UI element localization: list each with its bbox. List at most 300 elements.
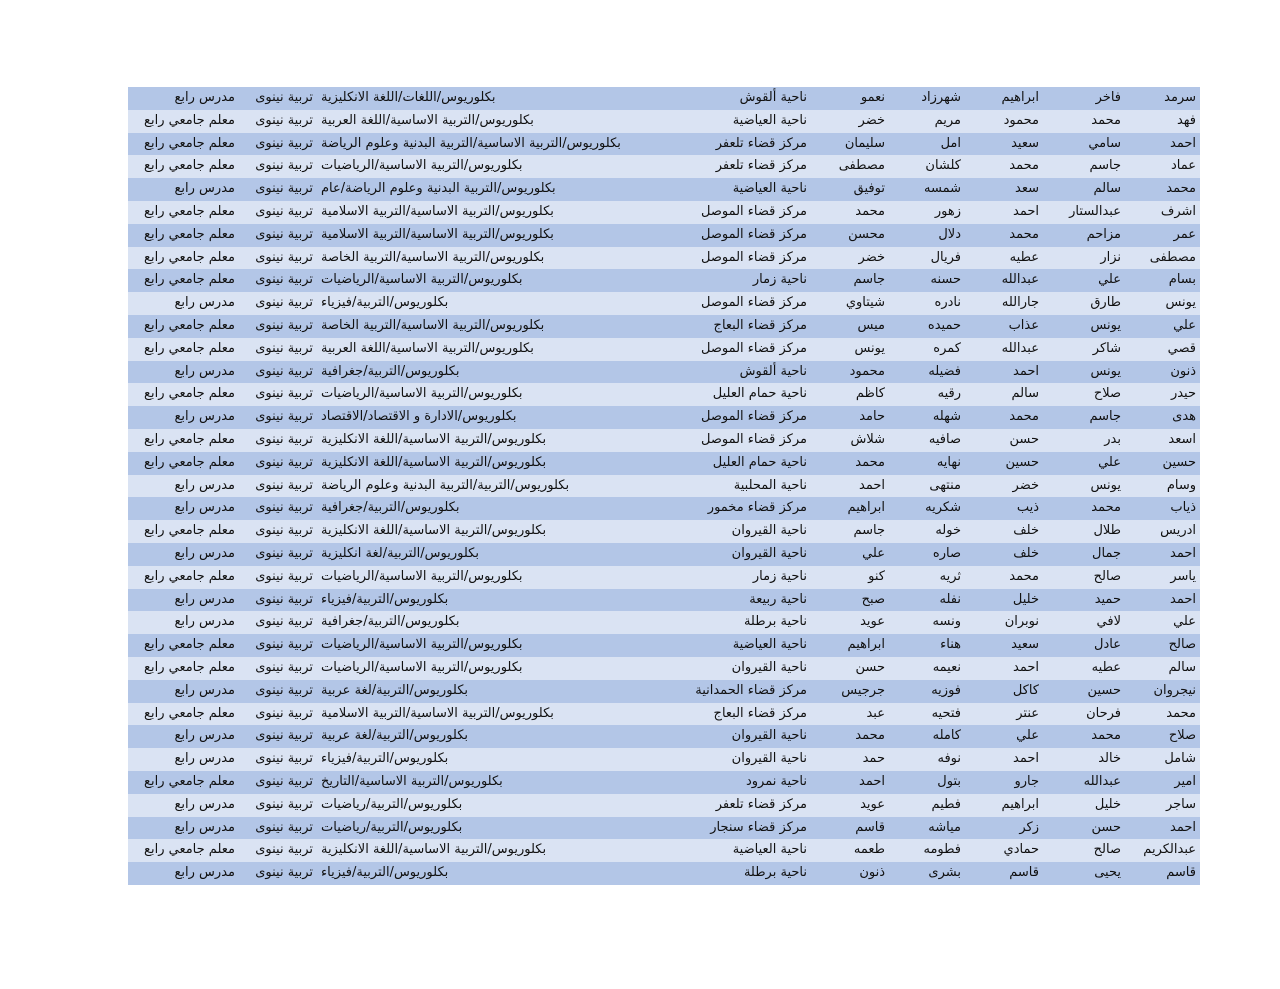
grandfather-name-cell: حسن bbox=[965, 429, 1043, 452]
mother-father-name-cell: عويد bbox=[811, 611, 889, 634]
degree-cell: بكلوريوس/التربية الاساسية/التربية الخاصة bbox=[317, 247, 693, 270]
first-name-cell: نيجروان bbox=[1125, 680, 1200, 703]
title-cell: معلم جامعي رابع bbox=[128, 338, 239, 361]
mother-father-name-cell: احمد bbox=[811, 475, 889, 498]
title-cell: معلم جامعي رابع bbox=[128, 429, 239, 452]
table-row bbox=[128, 452, 1200, 475]
mother-father-name-cell: احمد bbox=[811, 771, 889, 794]
table-row bbox=[128, 817, 1200, 840]
father-name-cell: جمال bbox=[1043, 543, 1125, 566]
title-cell: مدرس رابع bbox=[128, 680, 239, 703]
location-cell: مركز قضاء الموصل bbox=[693, 247, 811, 270]
table-row bbox=[128, 589, 1200, 612]
directorate-cell: تربية نينوى bbox=[239, 475, 317, 498]
directorate-cell: تربية نينوى bbox=[239, 87, 317, 110]
grandfather-name-cell: عبدالله bbox=[965, 338, 1043, 361]
first-name-cell: شامل bbox=[1125, 748, 1200, 771]
first-name-cell: محمد bbox=[1125, 703, 1200, 726]
grandfather-name-cell: محمد bbox=[965, 566, 1043, 589]
first-name-cell: احمد bbox=[1125, 817, 1200, 840]
table-row bbox=[128, 703, 1200, 726]
first-name-cell: وسام bbox=[1125, 475, 1200, 498]
mother-father-name-cell: محسن bbox=[811, 224, 889, 247]
mother-name-cell: شكريه bbox=[889, 497, 965, 520]
directorate-cell: تربية نينوى bbox=[239, 133, 317, 156]
degree-cell: بكلوريوس/التربية/جغرافية bbox=[317, 497, 693, 520]
first-name-cell: صلاح bbox=[1125, 725, 1200, 748]
directorate-cell: تربية نينوى bbox=[239, 589, 317, 612]
table-row bbox=[128, 611, 1200, 634]
title-cell: مدرس رابع bbox=[128, 543, 239, 566]
mother-father-name-cell: حامد bbox=[811, 406, 889, 429]
mother-name-cell: نوفه bbox=[889, 748, 965, 771]
location-cell: مركز قضاء الموصل bbox=[693, 406, 811, 429]
degree-cell: بكلوريوس/التربية الاساسية/اللغة العربية bbox=[317, 338, 693, 361]
father-name-cell: محمد bbox=[1043, 497, 1125, 520]
mother-name-cell: شمسه bbox=[889, 178, 965, 201]
first-name-cell: امير bbox=[1125, 771, 1200, 794]
degree-cell: بكلوريوس/التربية الاساسية/التربية الاسلامية bbox=[317, 703, 693, 726]
table-row bbox=[128, 133, 1200, 156]
first-name-cell: قاسم bbox=[1125, 862, 1200, 885]
mother-father-name-cell: سليمان bbox=[811, 133, 889, 156]
grandfather-name-cell: احمد bbox=[965, 361, 1043, 384]
mother-name-cell: نهايه bbox=[889, 452, 965, 475]
first-name-cell: ساجر bbox=[1125, 794, 1200, 817]
directorate-cell: تربية نينوى bbox=[239, 748, 317, 771]
mother-name-cell: زهور bbox=[889, 201, 965, 224]
location-cell: ناحية ألقوش bbox=[693, 87, 811, 110]
degree-cell: بكلوريوس/الادارة و الاقتصاد/الاقتصاد bbox=[317, 406, 693, 429]
table-row bbox=[128, 657, 1200, 680]
title-cell: معلم جامعي رابع bbox=[128, 224, 239, 247]
table-row bbox=[128, 178, 1200, 201]
directorate-cell: تربية نينوى bbox=[239, 178, 317, 201]
first-name-cell: اسعد bbox=[1125, 429, 1200, 452]
mother-father-name-cell: خضر bbox=[811, 110, 889, 133]
directorate-cell: تربية نينوى bbox=[239, 361, 317, 384]
location-cell: مركز قضاء الموصل bbox=[693, 292, 811, 315]
father-name-cell: عطيه bbox=[1043, 657, 1125, 680]
table-row bbox=[128, 406, 1200, 429]
directorate-cell: تربية نينوى bbox=[239, 680, 317, 703]
degree-cell: بكلوريوس/التربية/فيزياء bbox=[317, 862, 693, 885]
directorate-cell: تربية نينوى bbox=[239, 292, 317, 315]
directorate-cell: تربية نينوى bbox=[239, 725, 317, 748]
father-name-cell: سامي bbox=[1043, 133, 1125, 156]
degree-cell: بكلوريوس/التربية الاساسية/التربية الاسلامية bbox=[317, 224, 693, 247]
first-name-cell: سرمد bbox=[1125, 87, 1200, 110]
title-cell: معلم جامعي رابع bbox=[128, 634, 239, 657]
title-cell: مدرس رابع bbox=[128, 361, 239, 384]
mother-father-name-cell: كنو bbox=[811, 566, 889, 589]
title-cell: معلم جامعي رابع bbox=[128, 839, 239, 862]
location-cell: مركز قضاء مخمور bbox=[693, 497, 811, 520]
grandfather-name-cell: زكر bbox=[965, 817, 1043, 840]
mother-father-name-cell: خضر bbox=[811, 247, 889, 270]
father-name-cell: بدر bbox=[1043, 429, 1125, 452]
table-row bbox=[128, 748, 1200, 771]
grandfather-name-cell: خليل bbox=[965, 589, 1043, 612]
location-cell: مركز قضاء البعاج bbox=[693, 315, 811, 338]
first-name-cell: قصي bbox=[1125, 338, 1200, 361]
mother-father-name-cell: عويد bbox=[811, 794, 889, 817]
grandfather-name-cell: محمود bbox=[965, 110, 1043, 133]
mother-father-name-cell: توفيق bbox=[811, 178, 889, 201]
degree-cell: بكلوريوس/التربية/لغة انكليزية bbox=[317, 543, 693, 566]
directorate-cell: تربية نينوى bbox=[239, 201, 317, 224]
first-name-cell: سالم bbox=[1125, 657, 1200, 680]
mother-name-cell: نفله bbox=[889, 589, 965, 612]
grandfather-name-cell: عطيه bbox=[965, 247, 1043, 270]
table-row bbox=[128, 520, 1200, 543]
mother-name-cell: امل bbox=[889, 133, 965, 156]
mother-name-cell: فطيم bbox=[889, 794, 965, 817]
degree-cell: بكلوريوس/التربية الاساسية/اللغة الانكليزية bbox=[317, 452, 693, 475]
mother-father-name-cell: ابراهيم bbox=[811, 634, 889, 657]
directorate-cell: تربية نينوى bbox=[239, 566, 317, 589]
location-cell: مركز قضاء سنجار bbox=[693, 817, 811, 840]
degree-cell: بكلوريوس/التربية/لغة عربية bbox=[317, 680, 693, 703]
degree-cell: بكلوريوس/التربية/فيزياء bbox=[317, 589, 693, 612]
first-name-cell: احمد bbox=[1125, 589, 1200, 612]
table-row bbox=[128, 771, 1200, 794]
father-name-cell: يونس bbox=[1043, 475, 1125, 498]
table-row bbox=[128, 543, 1200, 566]
table-row bbox=[128, 497, 1200, 520]
location-cell: مركز قضاء الموصل bbox=[693, 429, 811, 452]
location-cell: ناحية حمام العليل bbox=[693, 383, 811, 406]
mother-father-name-cell: قاسم bbox=[811, 817, 889, 840]
father-name-cell: خليل bbox=[1043, 794, 1125, 817]
first-name-cell: احمد bbox=[1125, 543, 1200, 566]
father-name-cell: فرحان bbox=[1043, 703, 1125, 726]
mother-name-cell: فريال bbox=[889, 247, 965, 270]
directorate-cell: تربية نينوى bbox=[239, 771, 317, 794]
title-cell: معلم جامعي رابع bbox=[128, 771, 239, 794]
father-name-cell: يونس bbox=[1043, 315, 1125, 338]
degree-cell: بكلوريوس/التربية/فيزياء bbox=[317, 292, 693, 315]
first-name-cell: احمد bbox=[1125, 133, 1200, 156]
directorate-cell: تربية نينوى bbox=[239, 155, 317, 178]
first-name-cell: بسام bbox=[1125, 269, 1200, 292]
mother-father-name-cell: علي bbox=[811, 543, 889, 566]
grandfather-name-cell: سعيد bbox=[965, 634, 1043, 657]
grandfather-name-cell: احمد bbox=[965, 748, 1043, 771]
father-name-cell: عادل bbox=[1043, 634, 1125, 657]
mother-name-cell: فطومه bbox=[889, 839, 965, 862]
degree-cell: بكلوريوس/التربية البدنية وعلوم الرياضة/عام bbox=[317, 178, 693, 201]
title-cell: مدرس رابع bbox=[128, 497, 239, 520]
grandfather-name-cell: حسين bbox=[965, 452, 1043, 475]
mother-father-name-cell: نعمو bbox=[811, 87, 889, 110]
table-row bbox=[128, 634, 1200, 657]
table-row bbox=[128, 269, 1200, 292]
first-name-cell: ياسر bbox=[1125, 566, 1200, 589]
title-cell: مدرس رابع bbox=[128, 817, 239, 840]
mother-father-name-cell: كاظم bbox=[811, 383, 889, 406]
father-name-cell: جاسم bbox=[1043, 155, 1125, 178]
mother-name-cell: ونسه bbox=[889, 611, 965, 634]
mother-name-cell: فضيله bbox=[889, 361, 965, 384]
grandfather-name-cell: نوبران bbox=[965, 611, 1043, 634]
grandfather-name-cell: سعد bbox=[965, 178, 1043, 201]
father-name-cell: نزار bbox=[1043, 247, 1125, 270]
father-name-cell: جاسم bbox=[1043, 406, 1125, 429]
grandfather-name-cell: سعيد bbox=[965, 133, 1043, 156]
degree-cell: بكلوريوس/التربية الاساسية/التربية الخاصة bbox=[317, 315, 693, 338]
title-cell: معلم جامعي رابع bbox=[128, 520, 239, 543]
degree-cell: بكلوريوس/التربية الاساسية/الرياضيات bbox=[317, 155, 693, 178]
mother-name-cell: مياشه bbox=[889, 817, 965, 840]
directorate-cell: تربية نينوى bbox=[239, 817, 317, 840]
directorate-cell: تربية نينوى bbox=[239, 383, 317, 406]
location-cell: ناحية القيروان bbox=[693, 543, 811, 566]
mother-father-name-cell: حمد bbox=[811, 748, 889, 771]
table-row bbox=[128, 862, 1200, 885]
location-cell: ناحية العياضية bbox=[693, 634, 811, 657]
mother-father-name-cell: مصطفى bbox=[811, 155, 889, 178]
location-cell: ناحية ربيعة bbox=[693, 589, 811, 612]
title-cell: معلم جامعي رابع bbox=[128, 110, 239, 133]
father-name-cell: لافي bbox=[1043, 611, 1125, 634]
father-name-cell: حسين bbox=[1043, 680, 1125, 703]
first-name-cell: عماد bbox=[1125, 155, 1200, 178]
location-cell: ناحية العياضية bbox=[693, 110, 811, 133]
location-cell: ناحية نمرود bbox=[693, 771, 811, 794]
degree-cell: بكلوريوس/التربية الاساسية/التاريخ bbox=[317, 771, 693, 794]
title-cell: مدرس رابع bbox=[128, 406, 239, 429]
table-row bbox=[128, 794, 1200, 817]
directorate-cell: تربية نينوى bbox=[239, 611, 317, 634]
table-row bbox=[128, 383, 1200, 406]
title-cell: معلم جامعي رابع bbox=[128, 133, 239, 156]
table-row bbox=[128, 361, 1200, 384]
father-name-cell: علي bbox=[1043, 269, 1125, 292]
mother-father-name-cell: جاسم bbox=[811, 269, 889, 292]
father-name-cell: يحيى bbox=[1043, 862, 1125, 885]
directorate-cell: تربية نينوى bbox=[239, 543, 317, 566]
grandfather-name-cell: حمادي bbox=[965, 839, 1043, 862]
first-name-cell: يونس bbox=[1125, 292, 1200, 315]
father-name-cell: طارق bbox=[1043, 292, 1125, 315]
mother-name-cell: كامله bbox=[889, 725, 965, 748]
first-name-cell: حيدر bbox=[1125, 383, 1200, 406]
degree-cell: بكلوريوس/التربية/التربية البدنية وعلوم الرياضة bbox=[317, 475, 693, 498]
table-row bbox=[128, 566, 1200, 589]
title-cell: معلم جامعي رابع bbox=[128, 703, 239, 726]
table-row bbox=[128, 839, 1200, 862]
mother-name-cell: صاره bbox=[889, 543, 965, 566]
mother-name-cell: شهرزاد bbox=[889, 87, 965, 110]
first-name-cell: ذياب bbox=[1125, 497, 1200, 520]
degree-cell: بكلوريوس/التربية الاساسية/الرياضيات bbox=[317, 269, 693, 292]
grandfather-name-cell: خلف bbox=[965, 543, 1043, 566]
mother-name-cell: صافيه bbox=[889, 429, 965, 452]
title-cell: معلم جامعي رابع bbox=[128, 452, 239, 475]
father-name-cell: سالم bbox=[1043, 178, 1125, 201]
table-row bbox=[128, 110, 1200, 133]
mother-father-name-cell: محمد bbox=[811, 201, 889, 224]
location-cell: مركز قضاء تلعفر bbox=[693, 133, 811, 156]
mother-name-cell: نعيمه bbox=[889, 657, 965, 680]
mother-father-name-cell: محمود bbox=[811, 361, 889, 384]
title-cell: معلم جامعي رابع bbox=[128, 269, 239, 292]
table-row bbox=[128, 224, 1200, 247]
title-cell: معلم جامعي رابع bbox=[128, 247, 239, 270]
first-name-cell: اشرف bbox=[1125, 201, 1200, 224]
mother-name-cell: هناء bbox=[889, 634, 965, 657]
father-name-cell: حسن bbox=[1043, 817, 1125, 840]
first-name-cell: مصطفى bbox=[1125, 247, 1200, 270]
directorate-cell: تربية نينوى bbox=[239, 429, 317, 452]
first-name-cell: حسين bbox=[1125, 452, 1200, 475]
title-cell: معلم جامعي رابع bbox=[128, 383, 239, 406]
location-cell: مركز قضاء تلعفر bbox=[693, 155, 811, 178]
father-name-cell: عبدالستار bbox=[1043, 201, 1125, 224]
first-name-cell: صالح bbox=[1125, 634, 1200, 657]
degree-cell: بكلوريوس/اللغات/اللغة الانكليزية bbox=[317, 87, 693, 110]
grandfather-name-cell: احمد bbox=[965, 657, 1043, 680]
mother-father-name-cell: جاسم bbox=[811, 520, 889, 543]
table-row bbox=[128, 315, 1200, 338]
mother-father-name-cell: شلاش bbox=[811, 429, 889, 452]
grandfather-name-cell: علي bbox=[965, 725, 1043, 748]
grandfather-name-cell: خضر bbox=[965, 475, 1043, 498]
directorate-cell: تربية نينوى bbox=[239, 315, 317, 338]
grandfather-name-cell: محمد bbox=[965, 224, 1043, 247]
grandfather-name-cell: قاسم bbox=[965, 862, 1043, 885]
table-row bbox=[128, 338, 1200, 361]
mother-name-cell: بتول bbox=[889, 771, 965, 794]
degree-cell: بكلوريوس/التربية/جغرافية bbox=[317, 361, 693, 384]
degree-cell: بكلوريوس/التربية الاساسية/التربية البدنية وعلوم الرياضة bbox=[317, 133, 693, 156]
title-cell: معلم جامعي رابع bbox=[128, 657, 239, 680]
title-cell: مدرس رابع bbox=[128, 475, 239, 498]
location-cell: مركز قضاء تلعفر bbox=[693, 794, 811, 817]
title-cell: مدرس رابع bbox=[128, 178, 239, 201]
grandfather-name-cell: ابراهيم bbox=[965, 794, 1043, 817]
location-cell: ناحية برطلة bbox=[693, 862, 811, 885]
first-name-cell: عمر bbox=[1125, 224, 1200, 247]
table-row bbox=[128, 247, 1200, 270]
grandfather-name-cell: عذاب bbox=[965, 315, 1043, 338]
directorate-cell: تربية نينوى bbox=[239, 269, 317, 292]
location-cell: مركز قضاء الموصل bbox=[693, 201, 811, 224]
first-name-cell: محمد bbox=[1125, 178, 1200, 201]
title-cell: مدرس رابع bbox=[128, 292, 239, 315]
location-cell: ناحية ألقوش bbox=[693, 361, 811, 384]
directorate-cell: تربية نينوى bbox=[239, 406, 317, 429]
father-name-cell: حميد bbox=[1043, 589, 1125, 612]
directorate-cell: تربية نينوى bbox=[239, 839, 317, 862]
title-cell: معلم جامعي رابع bbox=[128, 155, 239, 178]
table-row bbox=[128, 680, 1200, 703]
degree-cell: بكلوريوس/التربية الاساسية/الرياضيات bbox=[317, 634, 693, 657]
title-cell: معلم جامعي رابع bbox=[128, 315, 239, 338]
first-name-cell: ادريس bbox=[1125, 520, 1200, 543]
mother-father-name-cell: عبد bbox=[811, 703, 889, 726]
first-name-cell: هدى bbox=[1125, 406, 1200, 429]
mother-name-cell: حميده bbox=[889, 315, 965, 338]
grandfather-name-cell: احمد bbox=[965, 201, 1043, 224]
degree-cell: بكلوريوس/التربية/جغرافية bbox=[317, 611, 693, 634]
degree-cell: بكلوريوس/التربية الاساسية/اللغة العربية bbox=[317, 110, 693, 133]
mother-name-cell: منتهى bbox=[889, 475, 965, 498]
location-cell: ناحية القيروان bbox=[693, 725, 811, 748]
directorate-cell: تربية نينوى bbox=[239, 520, 317, 543]
table-row bbox=[128, 201, 1200, 224]
title-cell: مدرس رابع bbox=[128, 748, 239, 771]
mother-name-cell: خوله bbox=[889, 520, 965, 543]
table-row bbox=[128, 87, 1200, 110]
mother-father-name-cell: محمد bbox=[811, 725, 889, 748]
directorate-cell: تربية نينوى bbox=[239, 703, 317, 726]
father-name-cell: محمد bbox=[1043, 725, 1125, 748]
degree-cell: بكلوريوس/التربية الاساسية/الرياضيات bbox=[317, 383, 693, 406]
degree-cell: بكلوريوس/التربية الاساسية/التربية الاسلامية bbox=[317, 201, 693, 224]
father-name-cell: محمد bbox=[1043, 110, 1125, 133]
directorate-cell: تربية نينوى bbox=[239, 224, 317, 247]
degree-cell: بكلوريوس/التربية الاساسية/اللغة الانكليزية bbox=[317, 520, 693, 543]
mother-name-cell: كلشان bbox=[889, 155, 965, 178]
mother-father-name-cell: طعمه bbox=[811, 839, 889, 862]
location-cell: ناحية حمام العليل bbox=[693, 452, 811, 475]
degree-cell: بكلوريوس/التربية الاساسية/الرياضيات bbox=[317, 657, 693, 680]
father-name-cell: مزاحم bbox=[1043, 224, 1125, 247]
father-name-cell: فاخر bbox=[1043, 87, 1125, 110]
degree-cell: بكلوريوس/التربية الاساسية/اللغة الانكليزية bbox=[317, 429, 693, 452]
mother-name-cell: نادره bbox=[889, 292, 965, 315]
mother-name-cell: شهله bbox=[889, 406, 965, 429]
degree-cell: بكلوريوس/التربية الاساسية/اللغة الانكليزية bbox=[317, 839, 693, 862]
father-name-cell: طلال bbox=[1043, 520, 1125, 543]
title-cell: مدرس رابع bbox=[128, 725, 239, 748]
table-row bbox=[128, 155, 1200, 178]
mother-father-name-cell: شيتاوي bbox=[811, 292, 889, 315]
mother-father-name-cell: حسن bbox=[811, 657, 889, 680]
first-name-cell: عبدالكريم bbox=[1125, 839, 1200, 862]
title-cell: معلم جامعي رابع bbox=[128, 201, 239, 224]
mother-name-cell: فتحيه bbox=[889, 703, 965, 726]
degree-cell: بكلوريوس/التربية/رياضيات bbox=[317, 794, 693, 817]
mother-father-name-cell: محمد bbox=[811, 452, 889, 475]
degree-cell: بكلوريوس/التربية/لغة عربية bbox=[317, 725, 693, 748]
location-cell: ناحية القيروان bbox=[693, 657, 811, 680]
mother-name-cell: بشرى bbox=[889, 862, 965, 885]
location-cell: ناحية برطلة bbox=[693, 611, 811, 634]
father-name-cell: عبدالله bbox=[1043, 771, 1125, 794]
table-row bbox=[128, 725, 1200, 748]
grandfather-name-cell: ابراهيم bbox=[965, 87, 1043, 110]
grandfather-name-cell: سالم bbox=[965, 383, 1043, 406]
mother-father-name-cell: ذنون bbox=[811, 862, 889, 885]
father-name-cell: خالد bbox=[1043, 748, 1125, 771]
mother-name-cell: فوزيه bbox=[889, 680, 965, 703]
location-cell: مركز قضاء البعاج bbox=[693, 703, 811, 726]
grandfather-name-cell: جارالله bbox=[965, 292, 1043, 315]
grandfather-name-cell: جارو bbox=[965, 771, 1043, 794]
mother-name-cell: دلال bbox=[889, 224, 965, 247]
mother-name-cell: ثريه bbox=[889, 566, 965, 589]
mother-father-name-cell: جرجيس bbox=[811, 680, 889, 703]
father-name-cell: صالح bbox=[1043, 566, 1125, 589]
father-name-cell: شاكر bbox=[1043, 338, 1125, 361]
grandfather-name-cell: عبدالله bbox=[965, 269, 1043, 292]
location-cell: ناحية زمار bbox=[693, 269, 811, 292]
title-cell: مدرس رابع bbox=[128, 589, 239, 612]
mother-father-name-cell: ميس bbox=[811, 315, 889, 338]
